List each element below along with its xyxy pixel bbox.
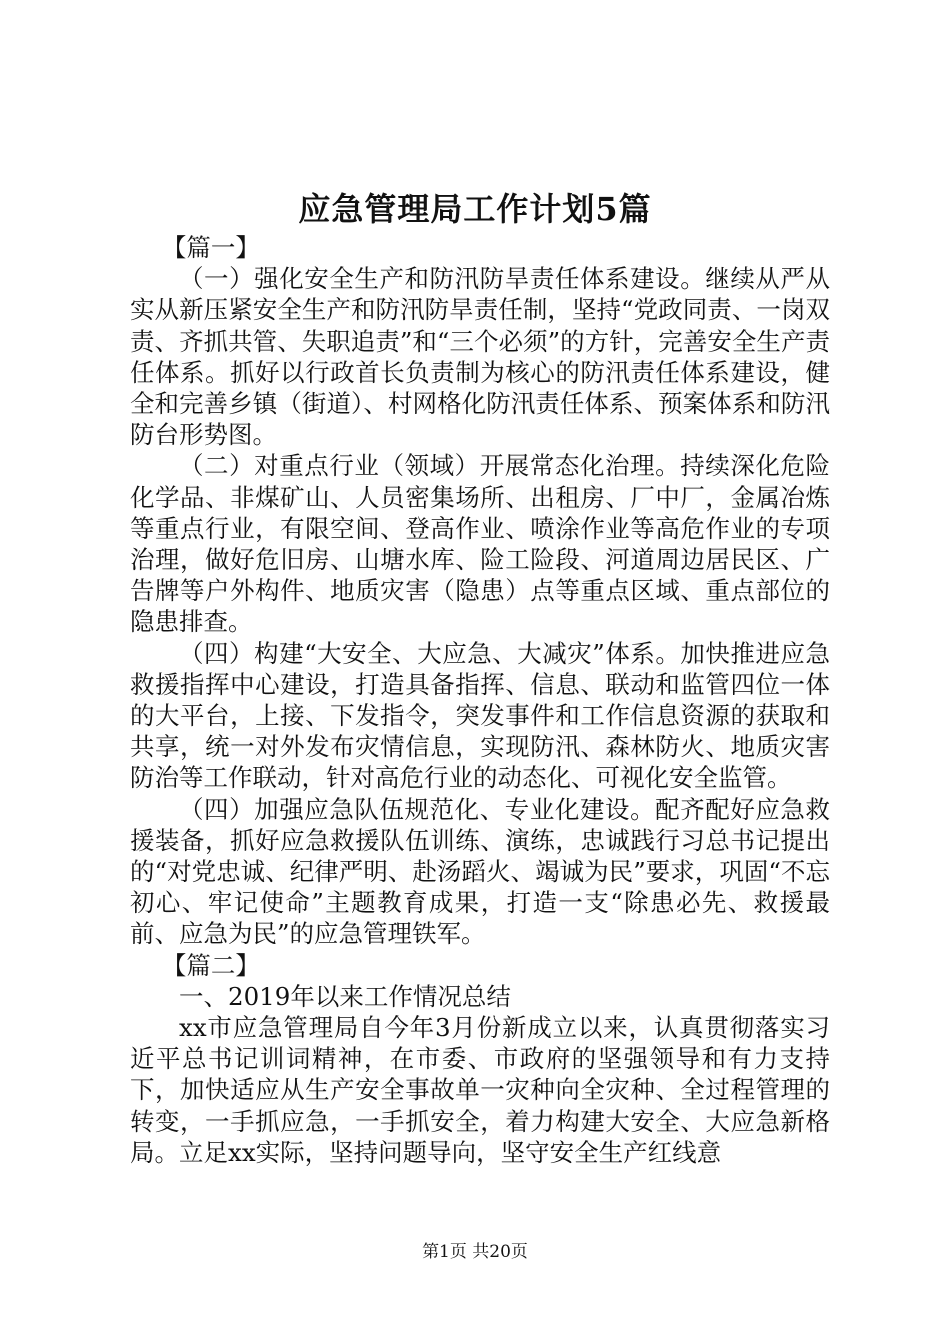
subheading: 一、2019年以来工作情况总结 (179, 981, 511, 1011)
section-heading: 【篇二】 (161, 950, 260, 980)
paragraph: （二）对重点行业（领域）开展常态化治理。持续深化危险化学品、非煤矿山、人员密集场所、出租房、厂中厂，金属冶炼等重点行业，有限空间、登高作业、喷涂作业等高危作业的专项治理，做好危旧房、山塘水库、险工险段、河道周边居民区、广告牌等户外构件、地质灾害（隐患）点等重点区域、重点部位的隐患排查。 (130, 451, 830, 637)
page-footer: 第1页 共20页 (422, 1242, 528, 1262)
paragraph: （一）强化安全生产和防汛防旱责任体系建设。继续从严从实从新压紧安全生产和防汛防旱责任制，坚持“党政同责、一岗双责、齐抓共管、失职追责”和“三个必须”的方针，完善安全生产责任体系。抓好以行政首长负责制为核心的防汛责任体系建设，健全和完善乡镇（街道）、村网格化防汛责任体系、预案体系和防汛防台形势图。 (130, 264, 830, 450)
document-title: 应急管理局工作计划5篇 (298, 190, 652, 228)
section-heading: 【篇一】 (161, 233, 260, 262)
paragraph: xx市应急管理局自今年3月份新成立以来，认真贯彻落实习近平总书记训词精神，在市委、市政府的坚强领导和有力支持下，加快适应从生产安全事故单一灾种向全灾种、全过程管理的转变，一手抓应急，一手抓安全，着力构建大安全、大应急新格局。立足xx实际，坚持问题导向，坚守安全生产红线意 (130, 1013, 830, 1167)
document-body (130, 232, 830, 1168)
paragraph: （四）加强应急队伍规范化、专业化建设。配齐配好应急救援装备，抓好应急救援队伍训练、演练，忠诚践行习总书记提出的“对党忠诚、纪律严明、赴汤蹈火、竭诚为民”要求，巩固“不忘初心、牢记使命”主题教育成果，打造一支“除患必先、救援最前、应急为民”的应急管理铁军。 (130, 794, 830, 949)
paragraph: （四）构建“大安全、大应急、大减灾”体系。加快推进应急救援指挥中心建设，打造具备指挥、信息、联动和监管四位一体的大平台，上接、下发指令，突发事件和工作信息资源的获取和共享，统一对外发布灾情信息，实现防汛、森林防火、地质灾害防治等工作联动，针对高危行业的动态化、可视化安全监管。 (130, 638, 830, 793)
